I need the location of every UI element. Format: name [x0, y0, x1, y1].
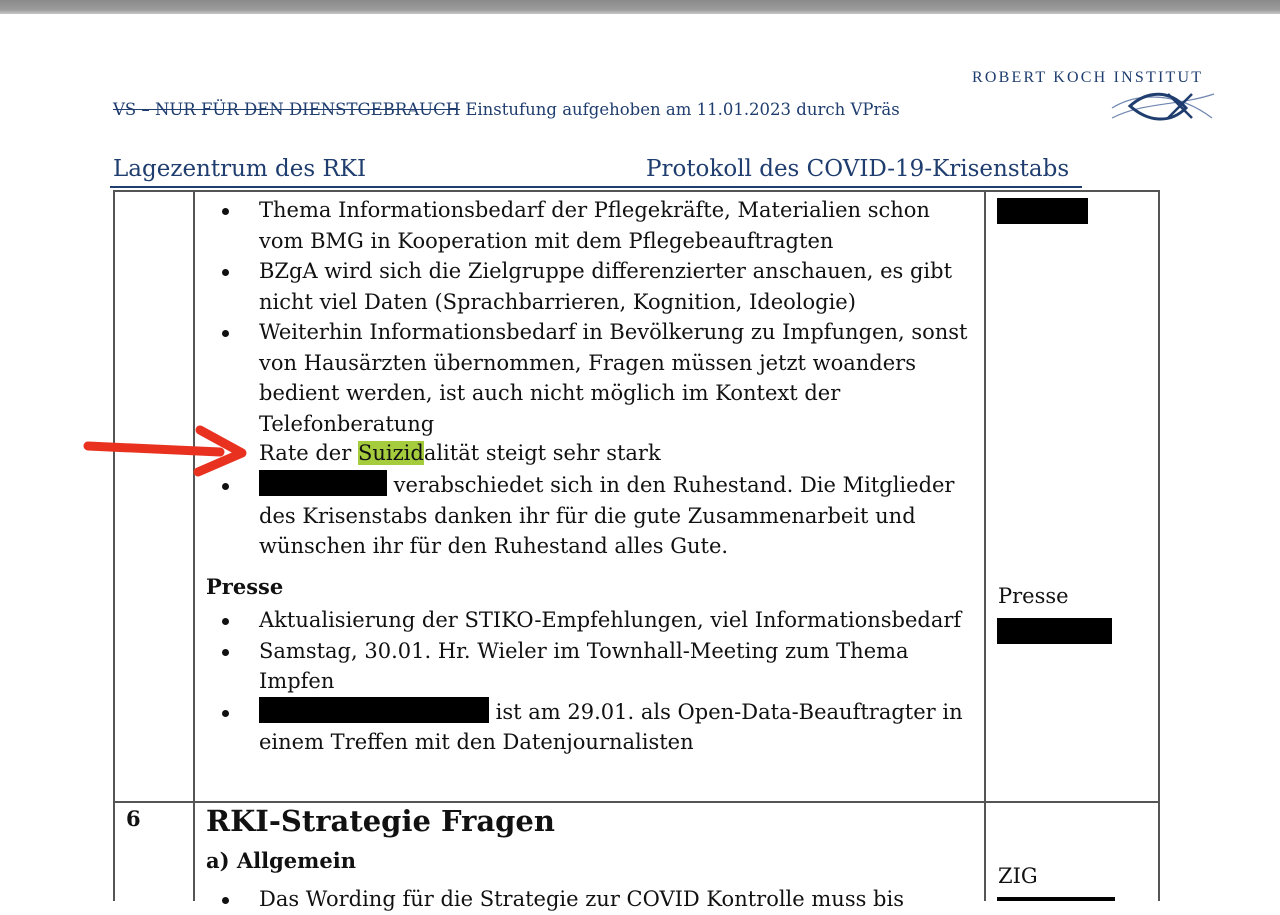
redaction-box [259, 697, 489, 723]
rki-logo-icon [1108, 88, 1218, 126]
bullet-list-presse [206, 605, 981, 758]
presse-heading: Presse [206, 574, 284, 599]
bullet-icon [222, 618, 229, 625]
redaction-box [997, 897, 1115, 901]
table-border-left [113, 190, 115, 901]
list-item: Aktualisierung der STIKO-Empfehlungen, viel Informationsbedarf [206, 605, 981, 636]
bullet-icon [222, 649, 229, 656]
classification-rest: Einstufung aufgehoben am 11.01.2023 durch VPräs [460, 100, 900, 119]
list-item: BZgA wird sich die Zielgruppe differenzierter anschauen, es gibt nicht viel Daten (Sprachbarrieren, Kognition, Ideologie) [206, 256, 981, 317]
list-item: Thema Informationsbedarf der Pflegekräfte, Materialien schon vom BMG in Kooperation mit dem Pflegebeauftragten [206, 195, 981, 256]
redaction-box [997, 618, 1112, 644]
bullet-icon [222, 269, 229, 276]
list-item: Samstag, 30.01. Hr. Wieler im Townhall-Meeting zum Thema Impfen [206, 636, 981, 697]
header-right-title: Protokoll des COVID-19-Krisenstabs [646, 156, 1070, 182]
table-row-divider [113, 801, 1159, 803]
table-divider-1 [193, 190, 195, 901]
bullet-icon [222, 710, 229, 717]
list-item: verabschiedet sich in den Ruhestand. Die Mitglieder des Krisenstabs danken ihr für die gute Zusammenarbeit und wünschen ihr für den Ruhestand alles Gute. [206, 470, 981, 562]
section-title: RKI-Strategie Fragen [206, 804, 555, 838]
bullet-icon [222, 208, 229, 215]
redaction-box [259, 470, 387, 496]
list-item: Das Wording für die Strategie zur COVID Kontrolle muss bis [206, 884, 981, 915]
list-item: Weiterhin Informationsbedarf in Bevölkerung zu Impfungen, sonst von Hausärzten übernommen, Fragen müssen jetzt woanders bedient werden, ist auch nicht möglich im Kontext der Telefonberatung [206, 317, 981, 439]
side-label-zig: ZIG [998, 864, 1038, 888]
bullet-list-top [206, 195, 981, 439]
bullet-icon [222, 330, 229, 337]
section-subheading: a) Allgemein [206, 848, 356, 873]
bullet-list-retirement [206, 470, 981, 562]
table-top-border [113, 190, 1159, 192]
side-label-presse: Presse [998, 584, 1069, 608]
classification-struck: VS – NUR FÜR DEN DIENSTGEBRAUCH [113, 100, 461, 119]
bullet-list-section6 [206, 884, 981, 915]
red-arrow-icon [80, 422, 252, 478]
header-rule [110, 186, 1082, 188]
highlighted-word: Suizid [357, 441, 424, 465]
table-border-right [1158, 190, 1160, 901]
section-number: 6 [126, 806, 141, 831]
suicide-rate-line: Rate der Suizidalität steigt sehr stark [259, 441, 661, 465]
rki-logo-text: ROBERT KOCH INSTITUT [972, 69, 1204, 86]
classification-line [113, 100, 900, 119]
list-item: ist am 29.01. als Open-Data-Beauftragter in einem Treffen mit den Datenjournalisten [206, 697, 981, 758]
header-left-title: Lagezentrum des RKI [113, 156, 367, 182]
bullet-icon [222, 483, 229, 490]
table-divider-2 [984, 190, 986, 901]
viewer-top-bar [0, 0, 1280, 14]
redaction-box [997, 198, 1088, 224]
